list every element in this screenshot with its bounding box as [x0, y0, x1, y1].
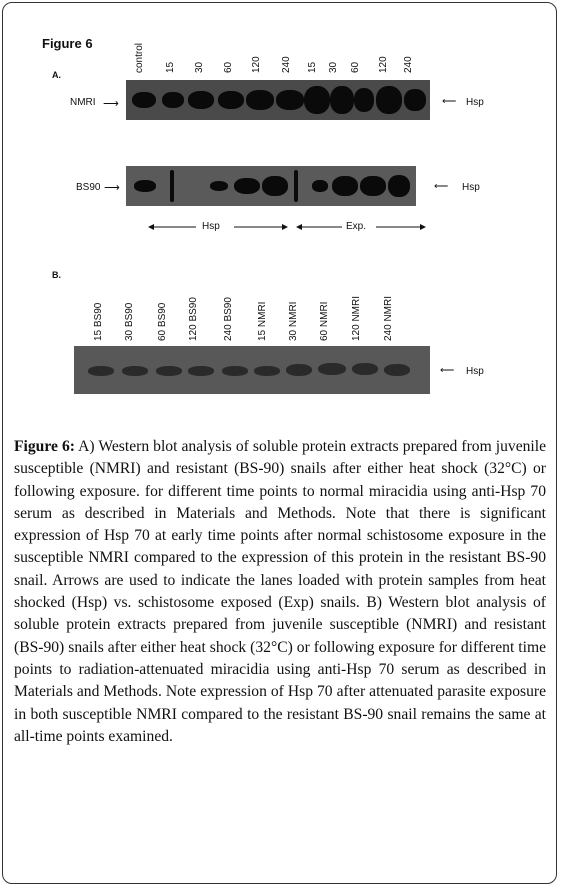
- caption-label: Figure 6:: [14, 438, 75, 455]
- lane-label-b: 240 BS90: [223, 297, 234, 341]
- panel-b-arrow-label: Hsp: [466, 366, 484, 377]
- hsp-group-label: Hsp: [202, 221, 220, 232]
- lane-label-a: 60: [223, 61, 234, 73]
- lane-label-b: 120 NMRI: [351, 295, 362, 341]
- bs90-arrow-label: Hsp: [462, 182, 480, 193]
- right-arrow-icon: ⟶: [103, 98, 119, 110]
- lane-label-a: 15: [307, 61, 318, 73]
- lane-label-b: 120 BS90: [188, 297, 199, 341]
- panel-a-letter: A.: [52, 70, 61, 80]
- nmri-blot: [126, 80, 430, 120]
- left-arrow-icon: ⟵: [434, 181, 449, 192]
- nmri-row-label: NMRI: [70, 97, 96, 108]
- caption-text: A) Western blot analysis of soluble protein extracts prepared from juvenile susceptible (NMRI) and resistant (BS-90) snails after either heat shock (32°C) or following exposure. for different time points to normal miracidia using anti-Hsp 70 serum as described in Materials and Methods. Note that there is significant expression of Hsp 70 at early time points after normal schistosome exposure in the susceptible NMRI compared to the expression of this protein in the resistant BS-90 snail. Arrows are used to indicate the lanes loaded with protein samples from heat shocked (Hsp) vs. schistosome exposed (Exp) snails. B) Western blot analysis of soluble protein extracts prepared from juvenile susceptible (NMRI) and resistant (BS-90) snails after either heat shock (32°C) or following exposure for different time points to radiation-attenuated miracidia using anti-Hsp 70 serum as described in Materials and Methods. Note expression of Hsp 70 after attenuated parasite exposure in both susceptible NMRI compared to the resistant BS-90 snail remains the same at all-time points examined.: [14, 438, 546, 745]
- exp-group-label: Exp.: [346, 221, 367, 232]
- lane-label-a: 120: [251, 56, 262, 73]
- nmri-arrow-label: Hsp: [466, 97, 484, 108]
- lane-label-a: 240: [403, 56, 414, 73]
- lane-label-b: 60 BS90: [157, 302, 168, 341]
- lane-label-b: 240 NMRI: [383, 295, 394, 341]
- lane-label-b: 15 BS90: [93, 302, 104, 341]
- panel-b-blot: [74, 346, 430, 394]
- figure-caption: [14, 436, 546, 748]
- lane-label-a: control: [134, 42, 145, 73]
- lane-label-b: 60 NMRI: [319, 301, 330, 341]
- figure-title: Figure 6: [42, 36, 93, 51]
- left-arrow-icon: ⟵: [440, 365, 455, 376]
- lane-label-a: 120: [378, 56, 389, 73]
- bs90-row-label: BS90: [76, 182, 101, 193]
- lane-label-a: 240: [281, 56, 292, 73]
- lane-label-a: 30: [194, 61, 205, 73]
- right-arrow-icon: ⟶: [104, 182, 120, 194]
- lane-label-b: 15 NMRI: [257, 301, 268, 341]
- bs90-blot: [126, 166, 416, 206]
- lane-label-b: 30 NMRI: [288, 301, 299, 341]
- lane-label-a: 30: [328, 61, 339, 73]
- lane-label-a: 15: [165, 61, 176, 73]
- left-arrow-icon: ⟵: [442, 96, 457, 107]
- lane-label-a: 60: [350, 61, 361, 73]
- lane-label-b: 30 BS90: [124, 302, 135, 341]
- panel-b-letter: B.: [52, 270, 61, 280]
